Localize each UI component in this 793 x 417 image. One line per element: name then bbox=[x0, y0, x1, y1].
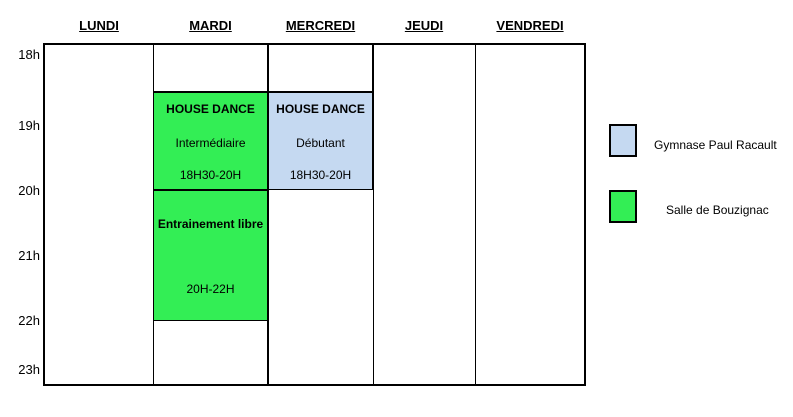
hour-label-19h: 19h bbox=[18, 118, 40, 133]
day-header-lundi: LUNDI bbox=[79, 18, 119, 33]
hour-label-23h: 23h bbox=[18, 362, 40, 377]
event-level: Débutant bbox=[296, 136, 345, 150]
hour-label-20h: 20h bbox=[18, 183, 40, 198]
event-title: HOUSE DANCE bbox=[276, 102, 365, 116]
day-header-vendredi: VENDREDI bbox=[496, 18, 564, 33]
legend-swatch-salle bbox=[609, 190, 637, 223]
event-title: HOUSE DANCE bbox=[166, 102, 255, 116]
hour-label-22h: 22h bbox=[18, 313, 40, 328]
column-divider bbox=[373, 43, 374, 386]
event-mardi-entrainement-libre[interactable] bbox=[153, 190, 268, 321]
slot-mardi-18h bbox=[153, 43, 268, 92]
day-header-mercredi: MERCREDI bbox=[285, 18, 356, 33]
event-time: 20H-22H bbox=[186, 282, 235, 296]
column-divider bbox=[475, 43, 476, 386]
day-header-mardi: MARDI bbox=[189, 18, 232, 33]
legend-swatch-gymnase bbox=[609, 124, 637, 157]
event-time: 18H30-20H bbox=[289, 168, 352, 182]
event-time: 18H30-20H bbox=[179, 168, 242, 182]
legend-label-gymnase: Gymnase Paul Racault bbox=[654, 138, 777, 152]
event-title: Entrainement libre bbox=[157, 217, 264, 231]
event-level: Intermédiaire bbox=[175, 136, 246, 150]
legend-label-salle: Salle de Bouzignac bbox=[666, 203, 769, 217]
hour-label-18h: 18h bbox=[18, 47, 40, 62]
day-header-jeudi: JEUDI bbox=[404, 18, 444, 33]
slot-mardi-22h bbox=[153, 320, 268, 386]
event-mercredi-house-dance[interactable] bbox=[268, 92, 373, 190]
slot-mercredi-18h bbox=[268, 43, 373, 92]
event-mardi-house-dance[interactable] bbox=[153, 92, 268, 190]
hour-label-21h: 21h bbox=[18, 248, 40, 263]
